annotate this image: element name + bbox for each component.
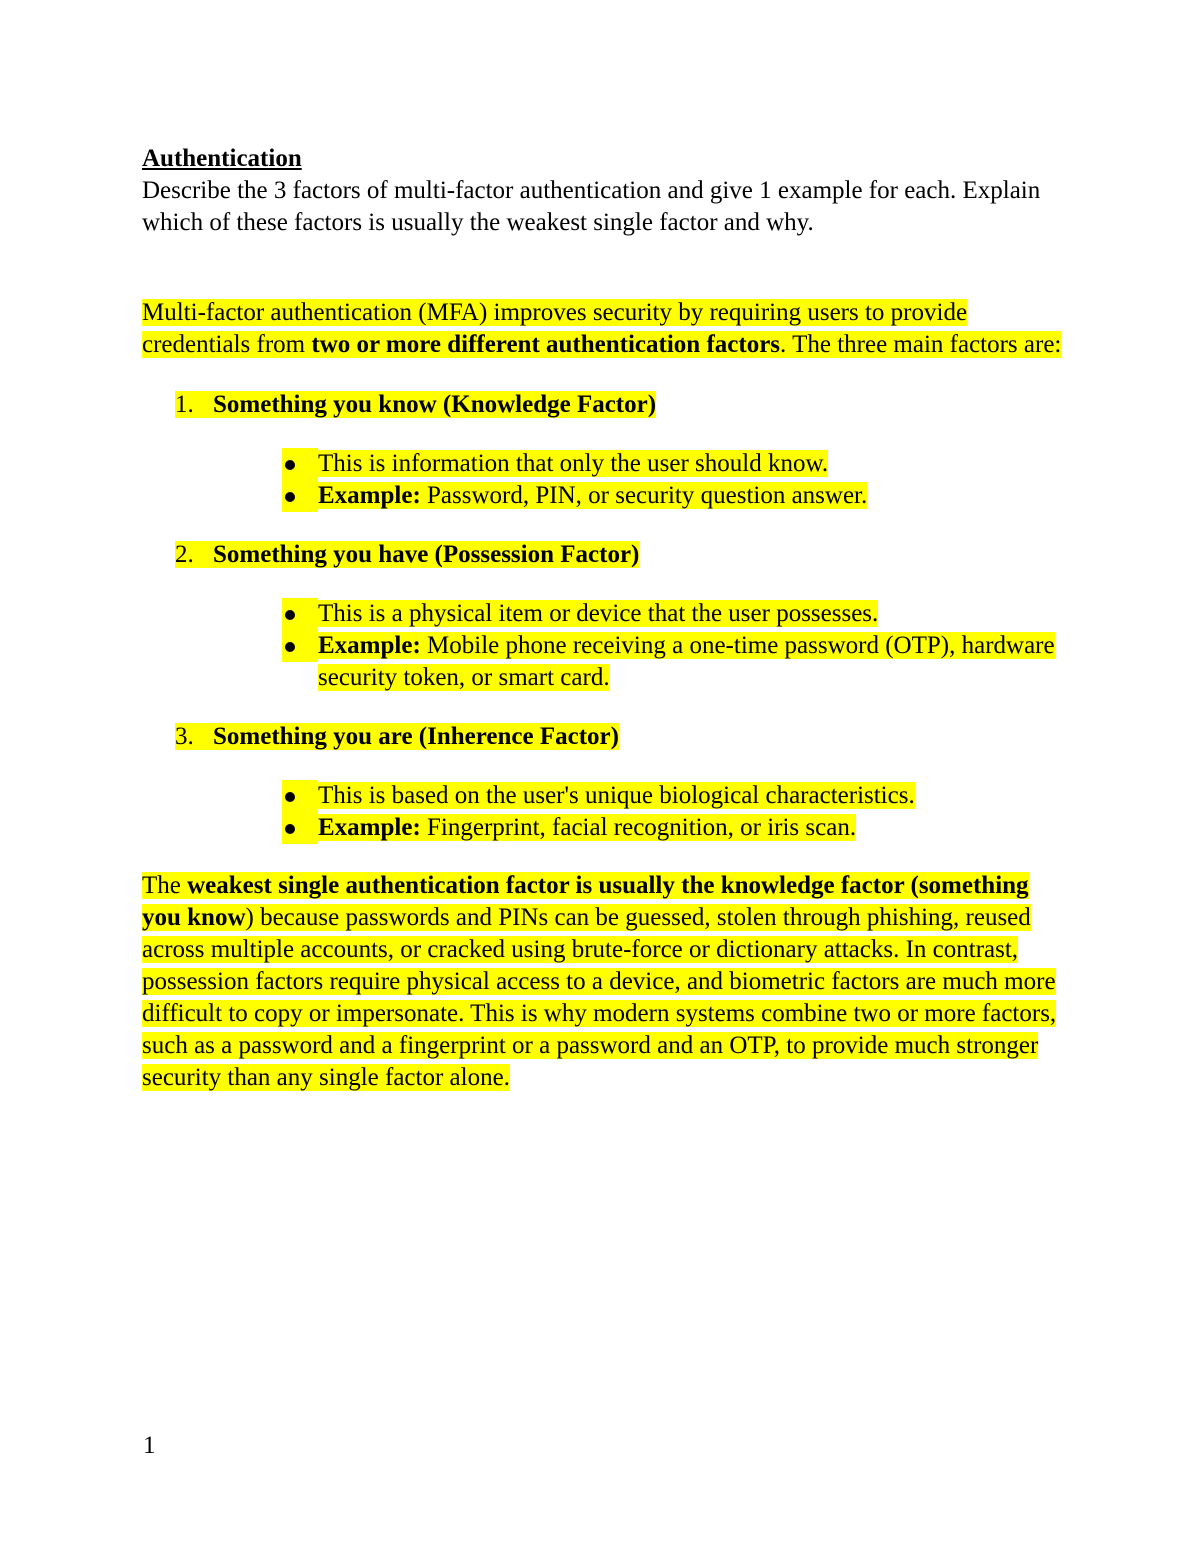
bullet-icon	[282, 598, 318, 630]
list-item	[142, 780, 1072, 812]
list-item	[142, 812, 1072, 844]
conclusion-bold: weakest single authentication factor is usually the knowledge factor (something you know	[142, 872, 1029, 931]
factor-title-2: Something you have (Possession Factor)	[213, 541, 640, 568]
intro-text-part1: Multi-factor authentication (MFA) improves security by requiring users to provide credentials from	[142, 299, 968, 358]
example-text-2: Mobile phone receiving a one-time password (OTP), hardware security token, or smart card.	[318, 632, 1055, 691]
bullet-icon	[282, 630, 318, 662]
factor-heading-3	[142, 721, 1072, 753]
intro-text-part2: . The three main factors are:	[780, 331, 1062, 358]
factor-heading-1	[142, 389, 1072, 421]
list-item	[142, 448, 1072, 480]
example-label-3: Example:	[318, 814, 421, 841]
list-item	[142, 630, 1072, 694]
intro-paragraph	[142, 297, 1072, 361]
conclusion-paragraph	[142, 870, 1072, 1094]
factor-description-3: This is based on the user's unique biological characteristics.	[318, 782, 915, 809]
example-text-1: Password, PIN, or security question answer.	[420, 482, 868, 509]
factor-description-1: This is information that only the user should know.	[318, 450, 829, 477]
example-label-2: Example:	[318, 632, 421, 659]
factor-number-3: 3.	[175, 723, 194, 750]
document-title: Authentication	[142, 145, 302, 172]
bullet-icon	[282, 780, 318, 812]
factor-number-2: 2.	[175, 541, 194, 568]
bullet-icon	[282, 480, 318, 512]
conclusion-rest: ) because passwords and PINs can be guessed, stolen through phishing, reused across multiple accounts, or cracked using brute-force or dictionary attacks. In contrast, possession factors require physical access to a device, and biometric factors are much more difficult to copy or impersonate. This is why modern systems combine two or more factors, such as a password and a fingerprint or a password and an OTP, to provide much stronger security than any single factor alone.	[142, 904, 1057, 1091]
assignment-prompt: Describe the 3 factors of multi-factor authentication and give 1 example for each. Explain which of these factors is usually the weakest single factor and why.	[142, 177, 1041, 236]
conclusion-lead: The	[142, 872, 188, 899]
example-text-3: Fingerprint, facial recognition, or iris scan.	[420, 814, 857, 841]
intro-text-bold: two or more different authentication factors	[311, 331, 781, 358]
list-item	[142, 598, 1072, 630]
document-body	[142, 143, 1072, 1094]
bullet-icon	[282, 448, 318, 480]
factor-heading-2	[142, 539, 1072, 571]
factor-title-3: Something you are (Inherence Factor)	[213, 723, 619, 750]
factor-description-2: This is a physical item or device that the user possesses.	[318, 600, 879, 627]
factor-title-1: Something you know (Knowledge Factor)	[213, 391, 657, 418]
factor-bullets-1	[142, 448, 1072, 512]
factor-bullets-3	[142, 780, 1072, 844]
page-number: 1	[143, 1432, 156, 1459]
bullet-icon	[282, 812, 318, 844]
factor-number-1: 1.	[175, 391, 194, 418]
factor-bullets-2	[142, 598, 1072, 694]
list-item	[142, 480, 1072, 512]
example-label-1: Example:	[318, 482, 421, 509]
